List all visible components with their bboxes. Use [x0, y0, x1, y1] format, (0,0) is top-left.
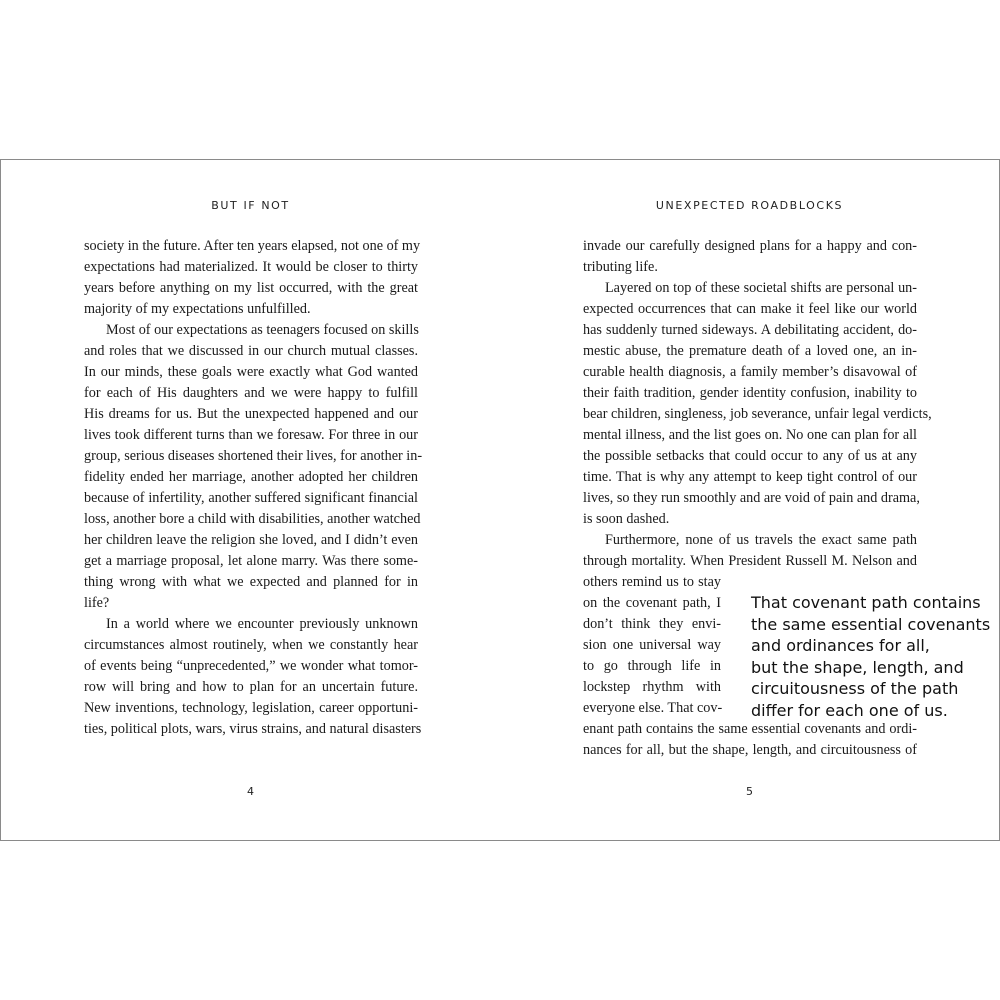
- pull-quote-line: That covenant path contains: [751, 593, 981, 612]
- right-page-body-bottom: [583, 719, 917, 761]
- pull-quote-line: but the shape, length, and: [751, 657, 964, 677]
- right-page-body-top: [583, 236, 932, 572]
- text-line: their faith tradition, gender identity confusion, inability to: [583, 385, 917, 401]
- text-line: fidelity ended her marriage, another adopted her children: [84, 469, 418, 485]
- text-line: of events being “unprecedented,” we wonder what tomor-: [84, 658, 418, 674]
- text-line: the possible setbacks that could occur to any of us at any: [583, 448, 917, 464]
- text-line: In our minds, these goals were exactly what God wanted: [84, 364, 418, 380]
- text-line: majority of my expectations unfulfilled.: [84, 301, 311, 317]
- text-line: bear children, singleness, job severance, unfair legal verdicts,: [583, 406, 932, 422]
- page-number-left: 4: [247, 785, 254, 798]
- text-line: because of infertility, another suffered significant financial: [84, 490, 418, 506]
- text-line: Furthermore, none of us travels the exact same path: [605, 532, 917, 548]
- text-line: society in the future. After ten years elapsed, not one of my: [84, 238, 421, 254]
- text-line: on the covenant path, I: [583, 595, 721, 611]
- text-line: invade our carefully designed plans for a happy and con-: [583, 238, 917, 254]
- text-line: thing wrong with what we expected and planned for in: [84, 574, 418, 590]
- text-line: time. That is why any attempt to keep tight control of our: [583, 469, 917, 485]
- pull-quote: [751, 592, 991, 721]
- pull-quote-line: differ for each one of us.: [751, 700, 948, 720]
- text-line: is soon dashed.: [583, 511, 670, 527]
- text-line: Layered on top of these societal shifts are personal un-: [605, 280, 917, 296]
- text-line: row will bring and how to plan for an uncertain future.: [84, 679, 418, 695]
- text-line: everyone else. That cov-: [583, 700, 723, 716]
- left-page: [1, 160, 500, 840]
- left-page-body: [84, 236, 423, 740]
- text-line: lives took different turns than we foresaw. For three in our: [84, 427, 418, 443]
- book-spread: [0, 159, 1000, 841]
- text-line: enant path contains the same essential covenants and ordi-: [583, 721, 917, 737]
- text-line: for each of His daughters and we were happy to fulfill: [84, 385, 418, 401]
- text-line: expectations had materialized. It would be closer to thirty: [84, 259, 418, 275]
- text-line: In a world where we encounter previously unknown: [106, 616, 418, 632]
- right-page: [500, 160, 999, 840]
- pull-quote-line: the same essential covenants: [751, 614, 991, 634]
- text-line: to go through life in: [583, 658, 721, 674]
- text-line: others remind us to stay: [583, 574, 721, 590]
- text-line: lives, so they run smoothly and are void of pain and drama,: [583, 490, 920, 506]
- text-line: years before anything on my list occurred, with the great: [84, 280, 418, 296]
- text-line: life?: [84, 595, 110, 611]
- running-head-right: UNEXPECTED ROADBLOCKS: [655, 199, 844, 212]
- text-line: ties, political plots, wars, virus strains, and natural disasters: [84, 721, 422, 737]
- text-line: get a marriage proposal, let alone marry. Was there some-: [84, 553, 418, 569]
- text-line: lockstep rhythm with: [583, 679, 721, 695]
- text-line: expected occurrences that can make it feel like our world: [583, 301, 917, 317]
- text-line: and roles that we discussed in our church mutual classes.: [84, 343, 418, 359]
- text-line: nances for all, but the shape, length, and circuitousness of: [583, 742, 917, 758]
- text-line: circumstances almost routinely, when we constantly hear: [84, 637, 418, 653]
- text-line: group, serious diseases shortened their lives, for another in-: [84, 448, 423, 464]
- text-line: mestic abuse, the premature death of a loved one, an in-: [583, 343, 917, 359]
- text-line: has suddenly turned sideways. A debilitating accident, do-: [583, 322, 917, 338]
- pull-quote-line: and ordinances for all,: [751, 636, 930, 655]
- text-line: sion one universal way: [583, 637, 721, 653]
- pull-quote-line: circuitousness of the path: [751, 679, 959, 698]
- text-line: tributing life.: [583, 259, 658, 275]
- text-line: His dreams for us. But the unexpected happened and our: [84, 406, 418, 422]
- text-line: her children leave the religion she loved, and I didn’t even: [84, 532, 418, 548]
- text-line: through mortality. When President Russell M. Nelson and: [583, 553, 917, 569]
- text-line: Most of our expectations as teenagers focused on skills: [106, 322, 419, 338]
- text-line: don’t think they envi-: [583, 616, 721, 632]
- running-head-left: BUT IF NOT: [211, 199, 290, 212]
- text-line: New inventions, technology, legislation, career opportuni-: [84, 700, 418, 716]
- page-number-right: 5: [746, 785, 753, 798]
- text-line: mental illness, and the list goes on. No one can plan for all: [583, 427, 917, 443]
- text-line: curable health diagnosis, a family member’s disavowal of: [583, 364, 917, 380]
- right-page-body-narrow: [583, 572, 721, 719]
- text-line: loss, another bore a child with disabilities, another watched: [84, 511, 421, 527]
